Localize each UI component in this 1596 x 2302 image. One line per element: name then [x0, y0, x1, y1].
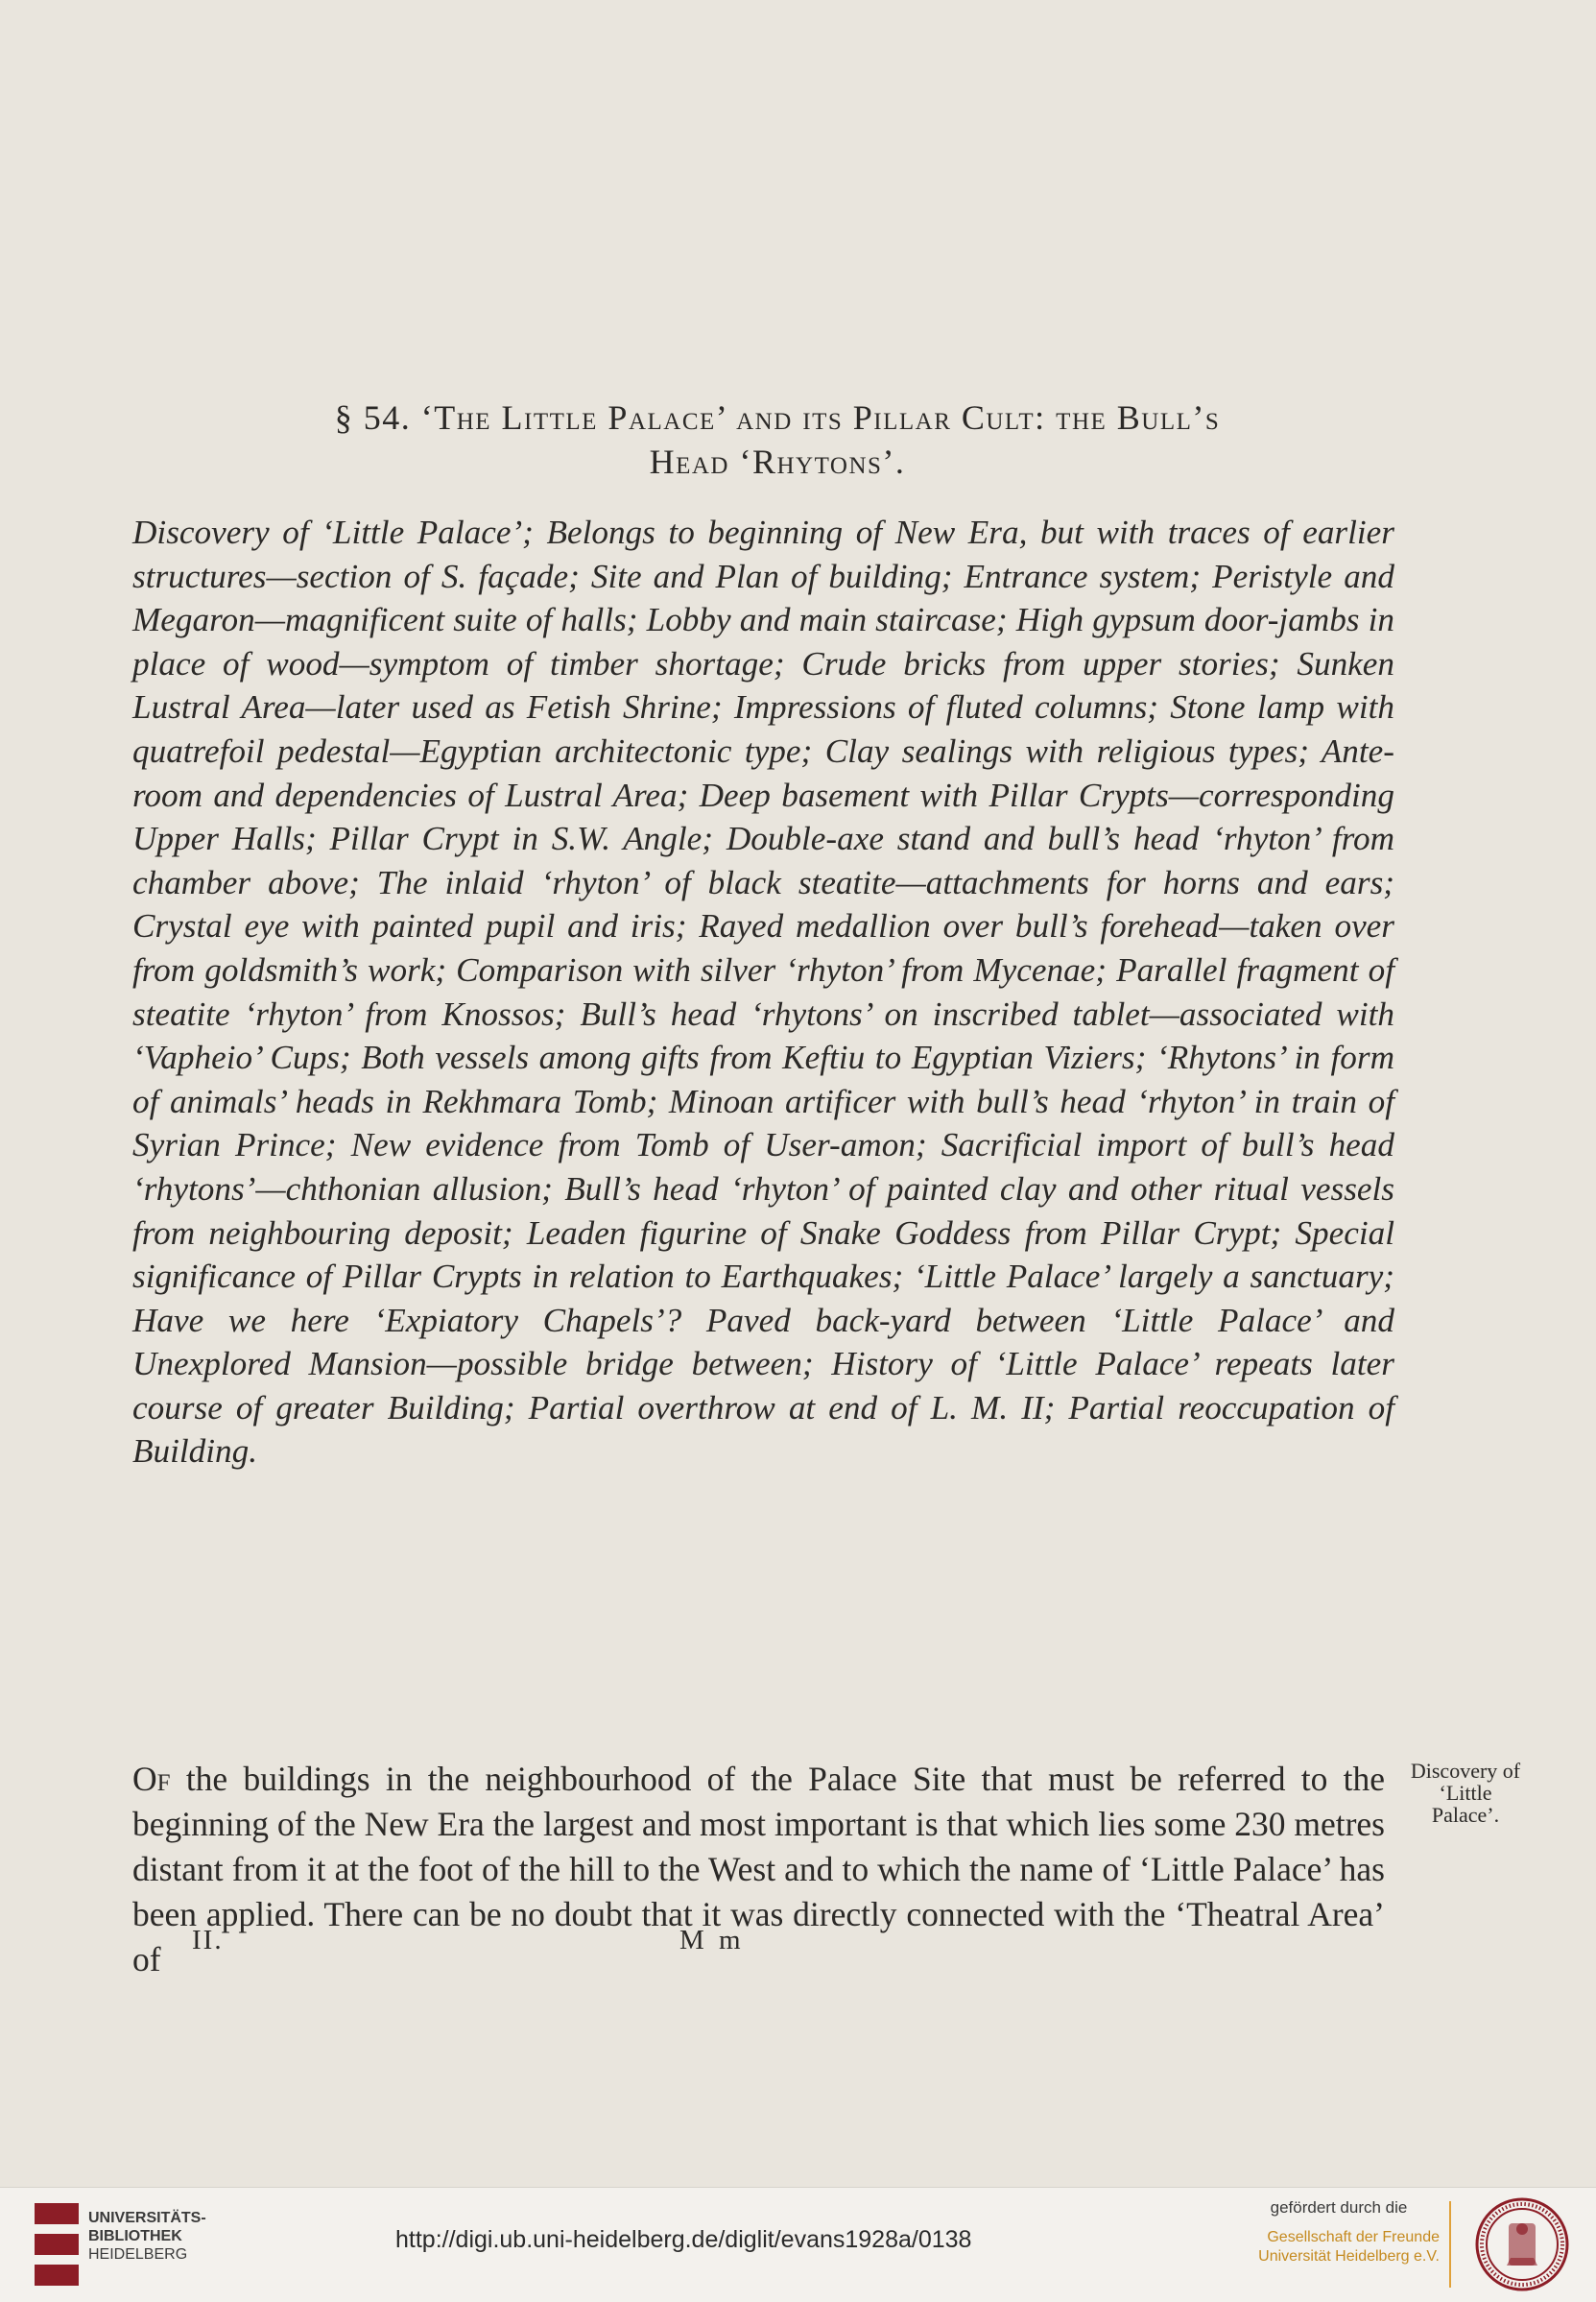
sponsor-name-line-2: Universität Heidelberg e.V.: [1258, 2248, 1440, 2265]
chapter-summary: Discovery of ‘Little Palace’; Belongs to beginning of New Era, but with traces of earlier structures—section of S. façade; Site and Plan of building; Entrance system; Peristyle and Megaron—magnificent suite of halls; Lobby and main staircase; High gypsum door-jambs in place of wood—symptom of timber shortage; Crude bricks from upper stories; Sunken Lustral Area—later used as Fetish Shrine; Impressions of fluted columns; Stone lamp with quatrefoil pedestal—Egyptian architectonic type; Clay sealings with religious types; Ante-room and dependencies of Lustral Area; Deep basement with Pillar Crypts—corresponding Upper Halls; Pillar Crypt in S.W. Angle; Double-axe stand and bull’s head ‘rhyton’ from chamber above; The inlaid ‘rhyton’ of black steatite—attachments for horns and ears; Crystal eye with painted pupil and iris; Rayed medallion over bull’s forehead—taken over from goldsmith’s work; Comparison with silver ‘rhyton’ from Mycenae; Parallel fragment of steatite ‘rhyton’ from Knossos; Bull’s head ‘rhytons’ on inscribed tablet—associated with ‘Vapheio’ Cups; Both vessels among gifts from Keftiu to Egyptian Viziers; ‘Rhytons’ in form of animals’ heads in Rekhmara Tomb; Minoan artificer with bull’s head ‘rhyton’ in train of Syrian Prince; New evidence from Tomb of User-amon; Sacrificial import of bull’s head ‘rhytons’—chthonian allusion; Bull’s head ‘rhyton’ of painted clay and other ritual vessels from neighbouring deposit; Leaden figurine of Snake Goddess from Pillar Crypt; Special significance of Pillar Crypts in relation to Earthquakes; ‘Little Palace’ largely a sanctuary; Have we here ‘Expiatory Chapels’? Paved back-yard between ‘Little Palace’ and Unexplored Mansion—possible bridge between; History of ‘Little Palace’ repeats later course of greater Building; Partial overthrow at end of L. M. II; Partial reoccupation of Building.: [132, 514, 1394, 1471]
body-initial-word: Of: [132, 1760, 171, 1798]
folio-mark: M m: [679, 1925, 745, 1955]
body-paragraph-text: the buildings in the neighbourhood of the Palace Site that must be referred to the beginning of the New Era the largest and most important is that which lies some 230 metres distant from it at the foot of the hill to the West and to which the name of ‘Little Palace’ has been applied. There can be no doubt that it was directly connected with the ‘Theatral Area’ of: [132, 1760, 1385, 1978]
sponsor-divider: [1449, 2201, 1451, 2288]
library-name-line-2: BIBLIOTHEK: [88, 2228, 182, 2244]
signature-mark: II.: [192, 1925, 224, 1955]
sponsor-label: gefördert durch die: [1270, 2198, 1408, 2217]
university-seal-icon: [1474, 2196, 1570, 2292]
sponsor-block: [1238, 2197, 1440, 2266]
bleed-through-shadow: [182, 123, 1420, 219]
library-name: [88, 2209, 206, 2264]
digitization-footer: [0, 2187, 1596, 2302]
sponsor-name-line-1: Gesellschaft der Freunde: [1267, 2229, 1440, 2245]
library-name-line-3: HEIDELBERG: [88, 2246, 188, 2263]
body-paragraph: [132, 1757, 1385, 1982]
permalink-url[interactable]: http://digi.ub.uni-heidelberg.de/diglit/evans1928a/0138: [395, 2226, 972, 2253]
section-heading-line-1: § 54. ‘The Little Palace’ and its Pillar Cult: the Bull’s: [334, 398, 1221, 437]
library-name-line-1: UNIVERSITÄTS-: [88, 2210, 206, 2226]
library-logo-icon: [35, 2203, 79, 2286]
margin-note: Discovery of ‘Little Palace’.: [1410, 1759, 1521, 1827]
section-heading-line-2: Head ‘Rhytons’.: [649, 443, 906, 481]
